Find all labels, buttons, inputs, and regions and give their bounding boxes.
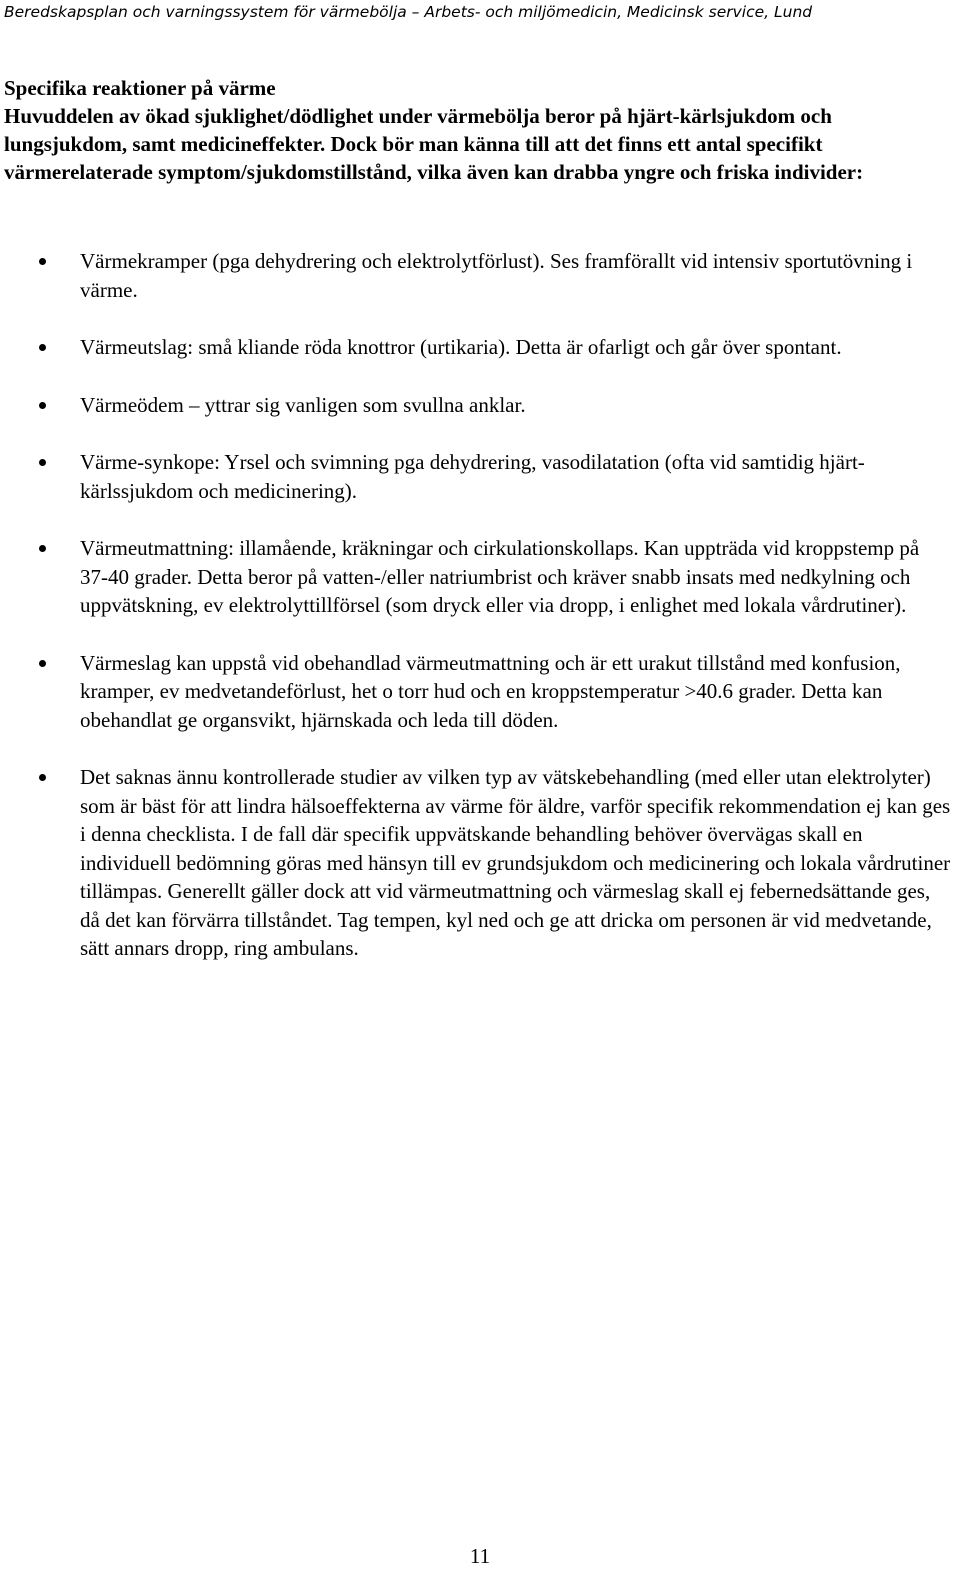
bullet-icon <box>39 402 46 409</box>
symptom-list <box>0 247 960 992</box>
list-item <box>0 333 960 362</box>
list-item <box>0 649 960 735</box>
list-item <box>0 763 960 963</box>
running-header: Beredskapsplan och varningssystem för värmebölja – Arbets- och miljömedicin, Medicinsk service, Lund <box>4 3 813 21</box>
bullet-icon <box>39 545 46 552</box>
list-item <box>0 247 960 304</box>
list-item-text: Värme-synkope: Yrsel och svimning pga dehydrering, vasodilatation (ofta vid samtidig hjärt-kärlssjukdom och medicinering). <box>80 450 865 503</box>
list-item <box>0 448 960 505</box>
intro-paragraph: Huvuddelen av ökad sjuklighet/dödlighet under värmebölja beror på hjärt-kärlsjukdom och lungsjukdom, samt medicineffekter. Dock bör man känna till att det finns ett antal specifikt värmerelaterade symptom/sjukdomstillstånd, vilka även kan drabba yngre och friska individer: <box>4 104 864 184</box>
page-number: 11 <box>469 1544 491 1568</box>
list-item-text: Värmeslag kan uppstå vid obehandlad värmeutmattning och är ett urakut tillstånd med konfusion, kramper, ev medvetandeförlust, het o torr hud och en kroppstemperatur >40.6 grader. Detta kan obehandlat ge organsvikt, hjärnskada och leda till döden. <box>80 650 901 732</box>
bullet-icon <box>39 459 46 466</box>
list-item-text: Det saknas ännu kontrollerade studier av vilken typ av vätskebehandling (med eller utan elektrolyter) som är bäst för att lindra hälsoeffekterna av värme för äldre, varför specifik rekommendation ej kan ges i denna checklista. I de fall där specifik uppvätskande behandling behöver övervägas skall en individuell bedömning göras med hänsyn till ev grundsjukdom och medicinering och lokala vårdrutiner tillämpas. Generellt gäller dock att vid värmeutmattning och värmeslag skall ej febernedsättande ges, då det kan förvärra tillståndet. Tag tempen, kyl ned och ge att dricka om personen är vid medvetande, sätt annars dropp, ring ambulans. <box>80 765 951 960</box>
intro-section <box>4 74 956 186</box>
bullet-icon <box>39 344 46 351</box>
section-heading: Specifika reaktioner på värme <box>4 76 276 100</box>
list-item <box>0 391 960 420</box>
list-item-text: Värmeutmattning: illamående, kräkningar och cirkulationskollaps. Kan uppträda vid kroppstemp på 37-40 grader. Detta beror på vatten-/eller natriumbrist och kräver snabb insats med nedkylning och uppvätskning, ev elektrolyttillförsel (som dryck eller via dropp, i enlighet med lokala vårdrutiner). <box>80 536 920 617</box>
list-item-text: Värmeödem – yttrar sig vanligen som svullna anklar. <box>80 392 526 417</box>
bullet-icon <box>39 774 46 781</box>
list-item <box>0 534 960 620</box>
bullet-icon <box>39 258 46 265</box>
bullet-icon <box>39 660 46 667</box>
list-item-text: Värmekramper (pga dehydrering och elektrolytförlust). Ses framförallt vid intensiv sportutövning i värme. <box>80 249 913 302</box>
list-item-text: Värmeutslag: små kliande röda knottror (urtikaria). Detta är ofarligt och går över spontant. <box>80 335 842 359</box>
